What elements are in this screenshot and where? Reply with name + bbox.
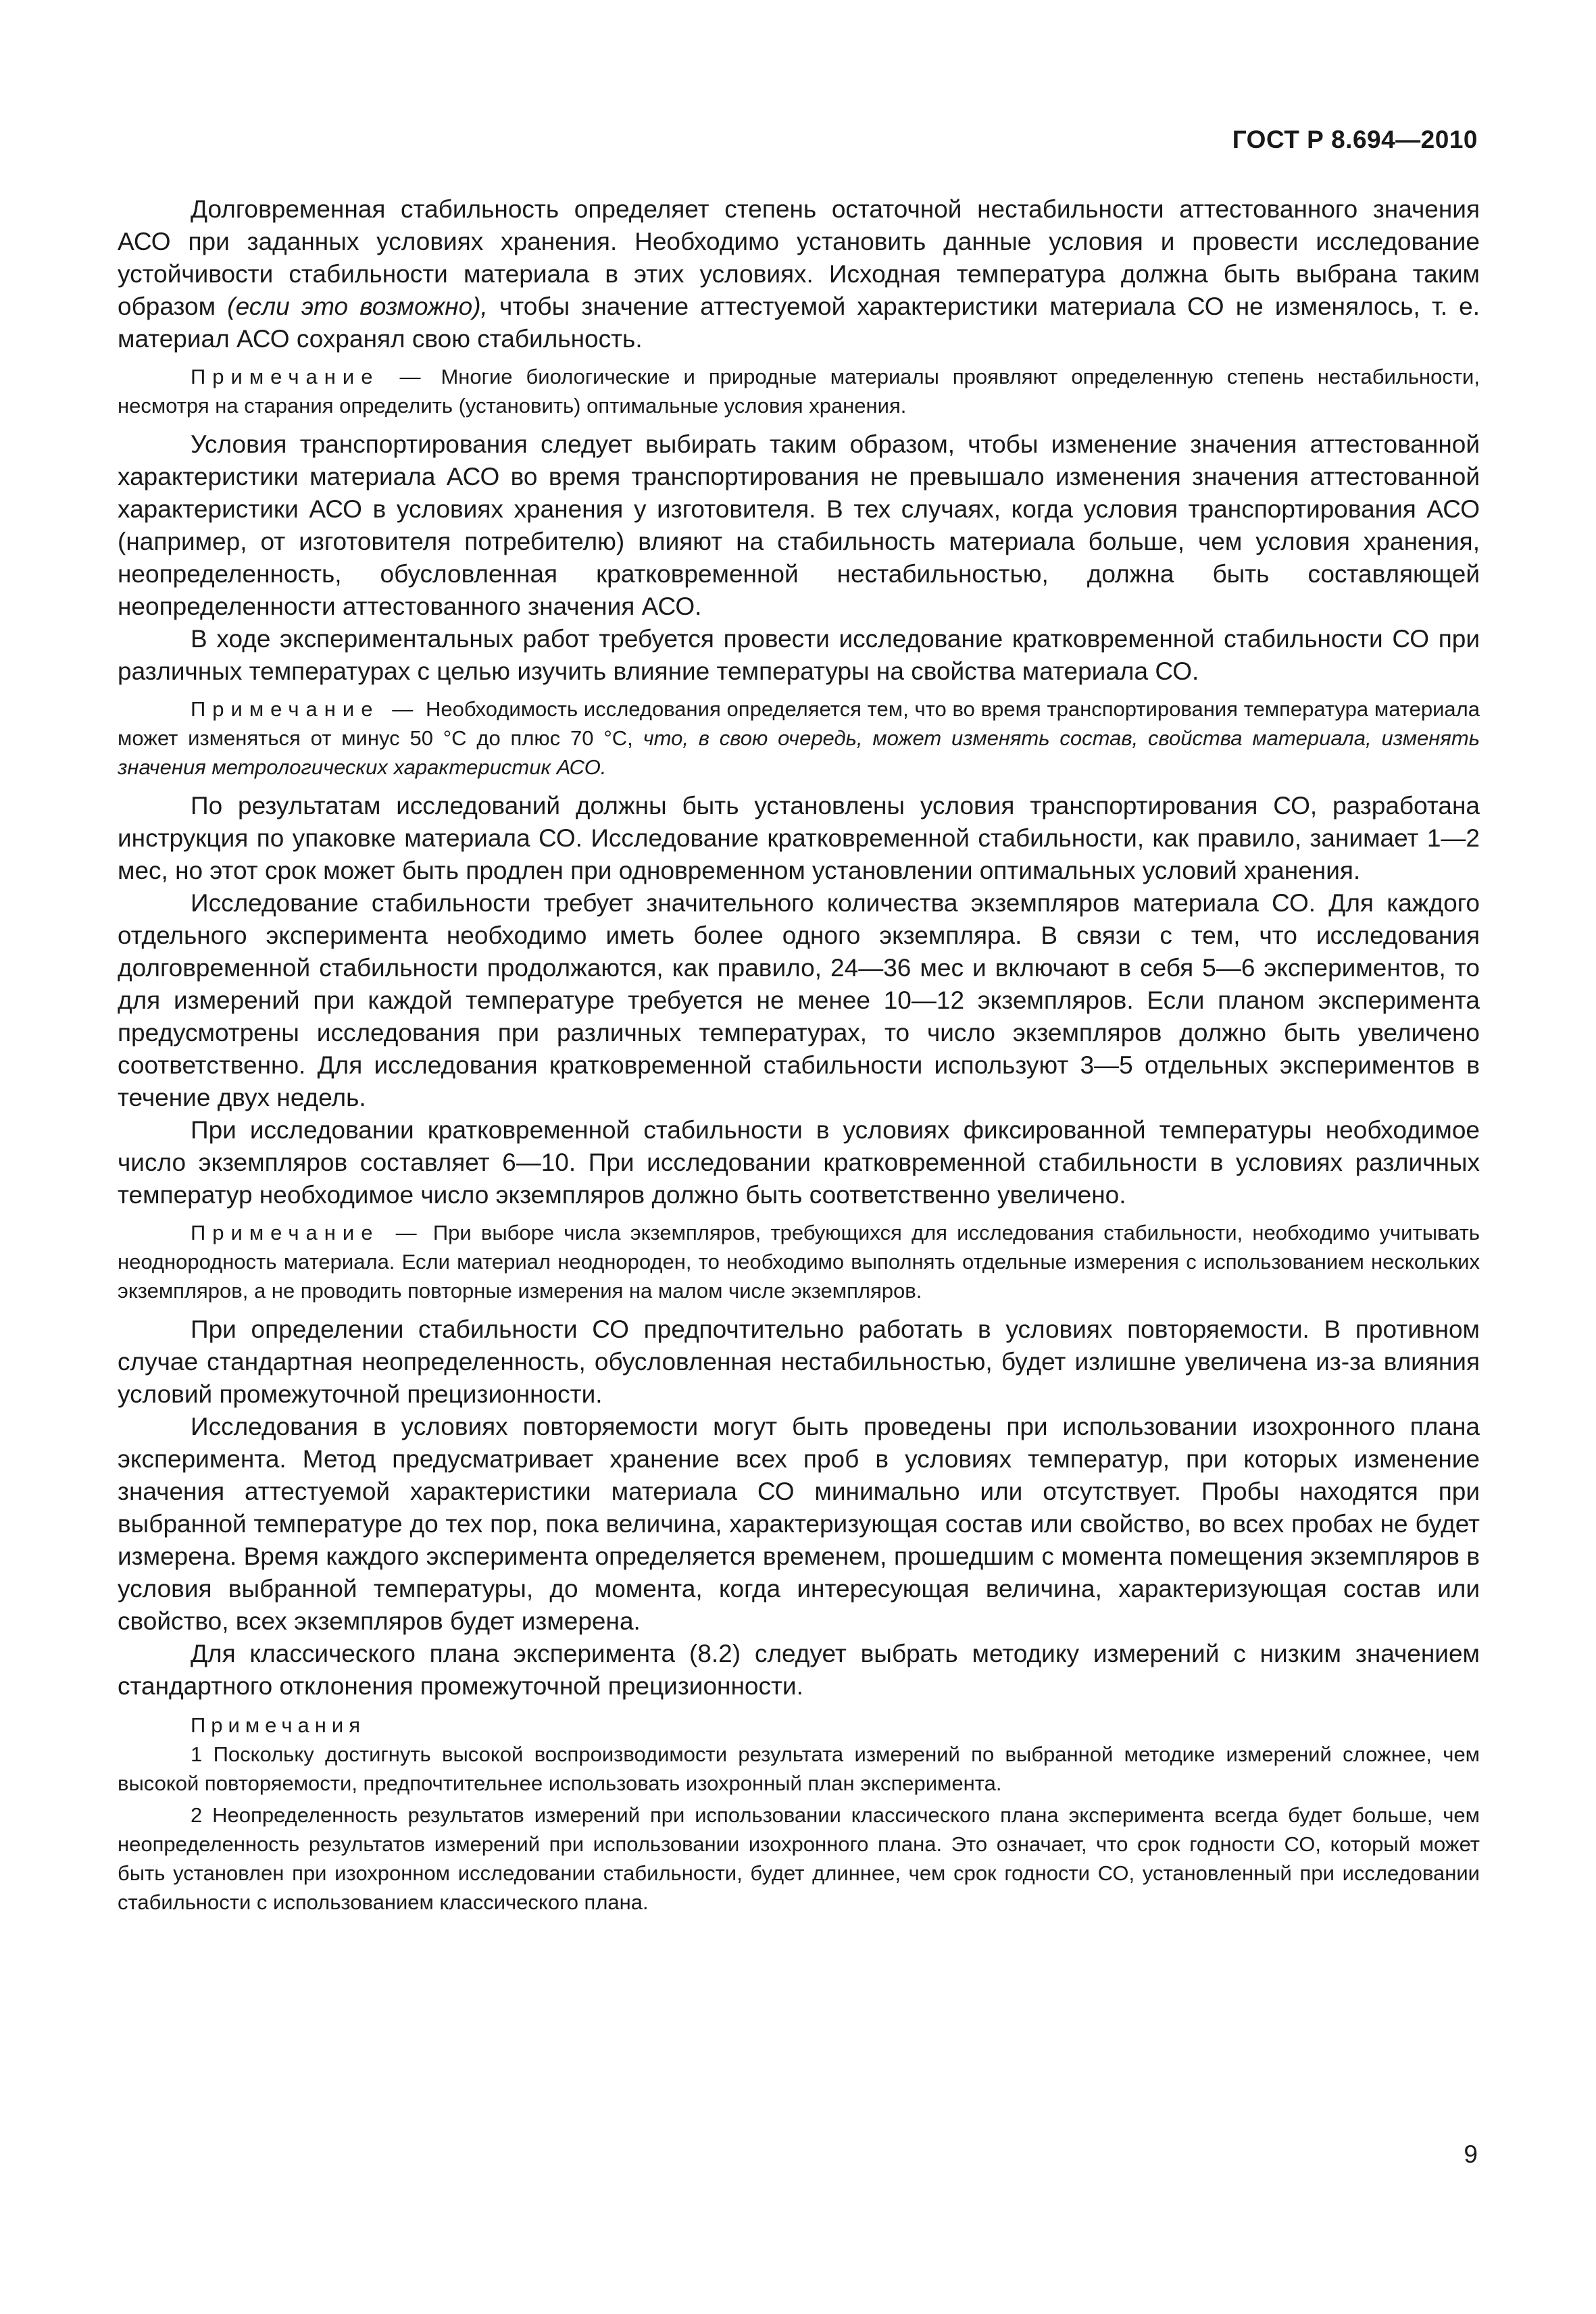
note-text: При выборе числа экземпляров, требующихся для исследования стабильности, необходимо учитывать неоднородность материала. Если материал неоднороден, то необходимо выполнять отдельные измерения с использованием нескольких экземпляров, а не проводить повторные измерения на малом числе экземпляров. [118,1221,1480,1303]
note-italic-text: что, в свою очередь, может изменять состав, свойства материала, изменять значения метрологических характеристик АСО. [118,726,1480,779]
standard-header: ГОСТ Р 8.694—2010 [1232,126,1478,153]
page-body [118,193,1480,1917]
page-number: 9 [1464,2140,1478,2168]
paragraph-long-term-stability [118,193,1480,355]
notes-item: 1 Поскольку достигнуть высокой воспроизводимости результата измерений по выбранной методике измерений сложнее, чем высокой повторяемости, предпочтительнее использовать изохронный план эксперимента. [118,1742,1480,1795]
paragraph-isochronous-plan: Исследования в условиях повторяемости могут быть проведены при использовании изохронного плана эксперимента. Метод предусматривает хранение всех проб в условиях температур, при которых изменение значения аттестуемой характеристики материала СО минимально или отсутствует. Пробы находятся при выбранной температуре до тех пор, пока величина, характеризующая состав или свойство, во всех пробах не будет измерена. Время каждого эксперимента определяется временем, прошедшим с момента помещения экземпляров в условия выбранной температуры, до момента, когда интересующая величина, характеризующая состав или свойство, всех экземпляров будет измерена. [118,1413,1480,1635]
paragraph-repeatability: При определении стабильности СО предпочтительно работать в условиях повторяемости. В противном случае стандартная неопределенность, обусловленная нестабильностью, будет излишне увеличена из-за влияния условий промежуточной прецизионности. [118,1315,1480,1408]
paragraph-transport-instructions: По результатам исследований должны быть установлены условия транспортирования СО, разработана инструкция по упаковке материала СО. Исследование кратковременной стабильности, как правило, занимает 1—2 мес, но этот срок может быть продлен при одновременном установлении оптимальных условий хранения. [118,792,1480,884]
note-text: Необходимость исследования определяется тем, что во время транспортирования температура материала может изменяться от минус 50 °С до плюс 70 °С, [118,697,1480,750]
paragraph-text: Долговременная стабильность определяет степень остаточной нестабильности аттестованного значения АСО при заданных условиях хранения. Необходимо установить данные условия и провести исследование устойчивости стабильности материала в этих условиях. Исходная температура должна быть выбрана таким образом [118,195,1480,320]
notes-item: 2 Неопределенность результатов измерений при использовании классического плана эксперимента всегда будет больше, чем неопределенность результатов измерений при использовании изохронного плана. Это означает, что срок годности СО, который может быть установлен при изохронном исследовании стабильности, будет длиннее, чем срок годности СО, установленный при исследовании стабильности с использованием классического плана. [118,1803,1480,1914]
paragraph-text: чтобы значение аттестуемой характеристики материала СО не изменялось, т. е. материал АСО сохранял свою стабильность. [118,293,1480,353]
paragraph-italic-text: (если это возможно), [227,293,488,320]
paragraph-short-term-stability: В ходе экспериментальных работ требуется провести исследование кратковременной стабильности СО при различных температурах с целью изучить влияние температуры на свойства материала СО. [118,625,1480,685]
paragraph-transport-conditions: Условия транспортирования следует выбирать таким образом, чтобы изменение значения аттестованной характеристики материала АСО во время транспортирования не превышало изменения значения аттестованной характеристики АСО в условиях хранения у изготовителя. В тех случаях, когда условия транспортирования АСО (например, от изготовителя потребителю) влияют на стабильность материала больше, чем условия хранения, неопределенность, обусловленная кратковременной нестабильностью, должна быть составляющей неопределенности аттестованного значения АСО. [118,430,1480,620]
notes-block [118,1711,1480,1917]
note-label: Примечание — [191,365,428,388]
note-heterogeneity [118,1218,1480,1305]
note-label: Примечание — [191,697,420,721]
note-label: Примечание — [191,1221,424,1244]
paragraph-sample-count: Исследование стабильности требует значительного количества экземпляров материала СО. Для каждого отдельного эксперимента необходимо иметь более одного экземпляра. В связи с тем, что исследования долговременной стабильности продолжаются, как правило, 24—36 мес и включают в себя 5—6 экспериментов, то для измерений при каждой температуре требуется не менее 10—12 экземпляров. Если планом эксперимента предусмотрены исследования при различных температурах, то число экземпляров должно быть увеличено соответственно. Для исследования кратковременной стабильности используют 3—5 отдельных экспериментов в течение двух недель. [118,889,1480,1111]
note-text: Многие биологические и природные материалы проявляют определенную степень нестабильности, несмотря на старания определить (установить) оптимальные условия хранения. [118,365,1480,418]
note-transport-temperature [118,695,1480,782]
notes-title: Примечания [191,1713,366,1737]
paragraph-classical-plan: Для классического плана эксперимента (8.2) следует выбрать методику измерений с низким значением стандартного отклонения промежуточной прецизионности. [118,1640,1480,1700]
note-storage-conditions [118,362,1480,420]
paragraph-fixed-temperature: При исследовании кратковременной стабильности в условиях фиксированной температуры необходимое число экземпляров составляет 6—10. При исследовании кратковременной стабильности в условиях различных температур необходимое число экземпляров должно быть соответственно увеличено. [118,1116,1480,1209]
